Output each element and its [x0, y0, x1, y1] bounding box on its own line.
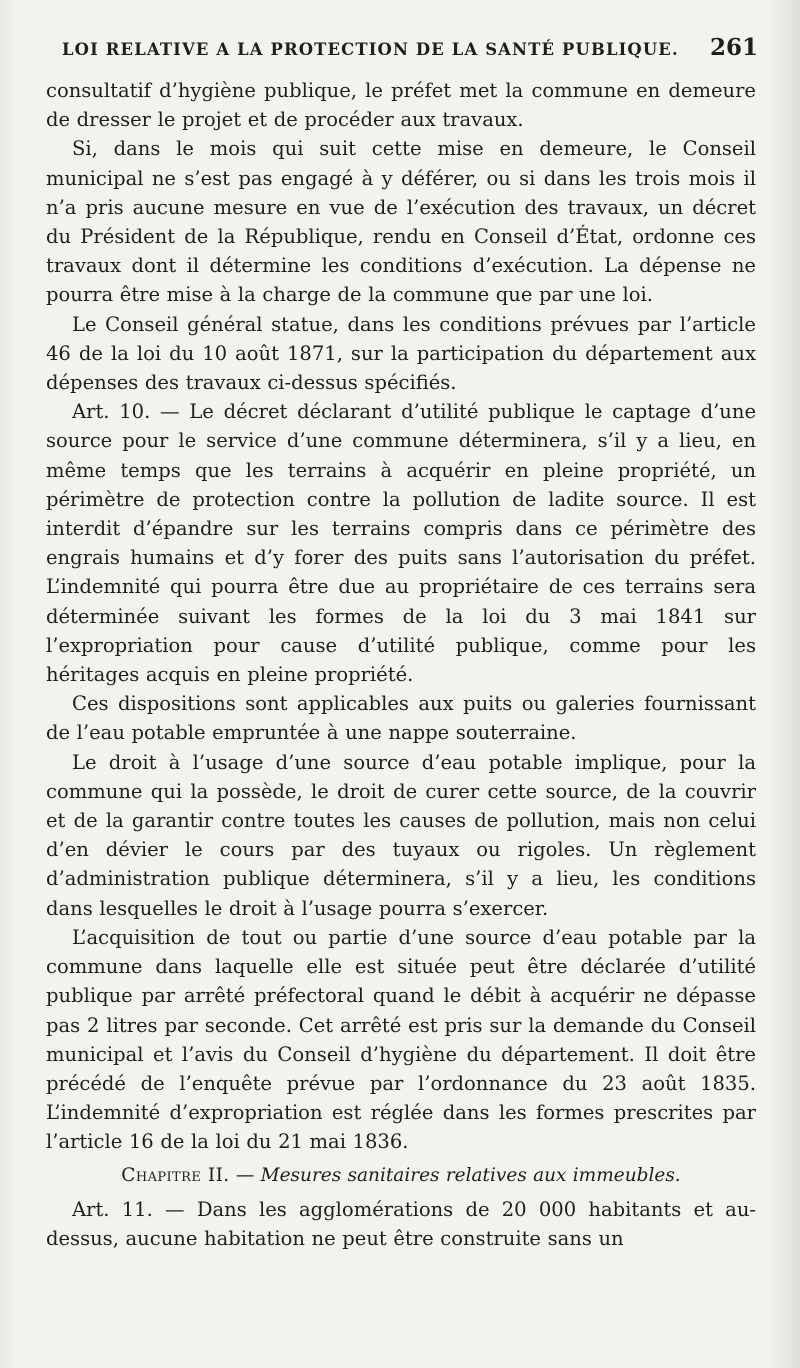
page-edge-shadow [764, 0, 800, 1368]
body-text [46, 76, 756, 1253]
chapter-heading [46, 1162, 756, 1190]
paragraph: consultatif d’hygiène publique, le préfet met la commune en demeure de dresser le projet et de procéder aux travaux. [46, 79, 756, 132]
paragraph: Le droit à l’usage d’une source d’eau potable implique, pour la commune qui la possède, le droit de curer cette source, de la couvrir et de la garantir contre toutes les causes de pollution, mais non celui d’en dévier le cours par des tuyaux ou rigoles. Un règlement d’administration publique déterminera, s’il y a lieu, les conditions dans lesquelles le droit à l’usage pourra s’exercer. [46, 750, 756, 920]
paragraph: Ces dispositions sont applicables aux puits ou galeries fournissant de l’eau potable empruntée à une nappe souterraine. [46, 692, 756, 745]
paragraph: Si, dans le mois qui suit cette mise en demeure, le Conseil municipal ne s’est pas engagé à y déférer, ou si dans les trois mois il n’a pris aucune mesure en vue de l’exécution des travaux, un décret du Président de la République, rendu en Conseil d’État, ordonne ces travaux dont il détermine les conditions d’exécution. La dépense ne pourra être mise à la charge de la commune que par une loi. [46, 137, 756, 307]
paragraph: L’acquisition de tout ou partie d’une source d’eau potable par la commune dans laquelle elle est située peut être déclarée d’utilité publique par arrêté préfectoral quand le débit à acquérir ne dépasse pas 2 litres par seconde. Cet arrêté est pris sur la demande du Conseil municipal et l’avis du Conseil d’hygiène du département. Il doit être précédé de l’enquête prévue par l’ordonnance du 23 août 1835. L’indemnité d’expropriation est réglée dans les formes prescrites par l’article 16 de la loi du 21 mai 1836. [46, 925, 756, 1154]
article-10-paragraph: Art. 10. — Le décret déclarant d’utilité publique le captage d’une source pour le service d’une commune déterminera, s’il y a lieu, en même temps que les terrains à acquérir en pleine propriété, un périmètre de protection contre la pollution de ladite source. Il est interdit d’épandre sur les terrains compris dans ce périmètre des engrais humains et d’y forer des puits sans l’autorisation du préfet. L’indemnité qui pourra être due au propriétaire de ces terrains sera déterminée suivant les formes de la loi du 3 mai 1841 sur l’expropriation pour cause d’utilité publique, comme pour les héritages acquis en pleine propriété. [46, 400, 756, 687]
article-11-paragraph: Art. 11. — Dans les agglomérations de 20 000 habitants et au-dessus, aucune habitation ne peut être construite sans un [46, 1197, 756, 1250]
chapter-separator: — [229, 1164, 261, 1186]
running-header [62, 34, 758, 68]
running-title: LOI RELATIVE A LA PROTECTION DE LA SANTÉ PUBLIQUE. [62, 40, 679, 59]
paragraph: Le Conseil général statue, dans les conditions prévues par l’article 46 de la loi du 10 août 1871, sur la participation du département aux dépenses des travaux ci-dessus spécifiés. [46, 312, 756, 395]
chapter-label: Chapitre II. [121, 1164, 230, 1186]
chapter-title: Mesures sanitaires relatives aux immeubles. [260, 1164, 681, 1186]
page-number: 261 [709, 34, 758, 61]
